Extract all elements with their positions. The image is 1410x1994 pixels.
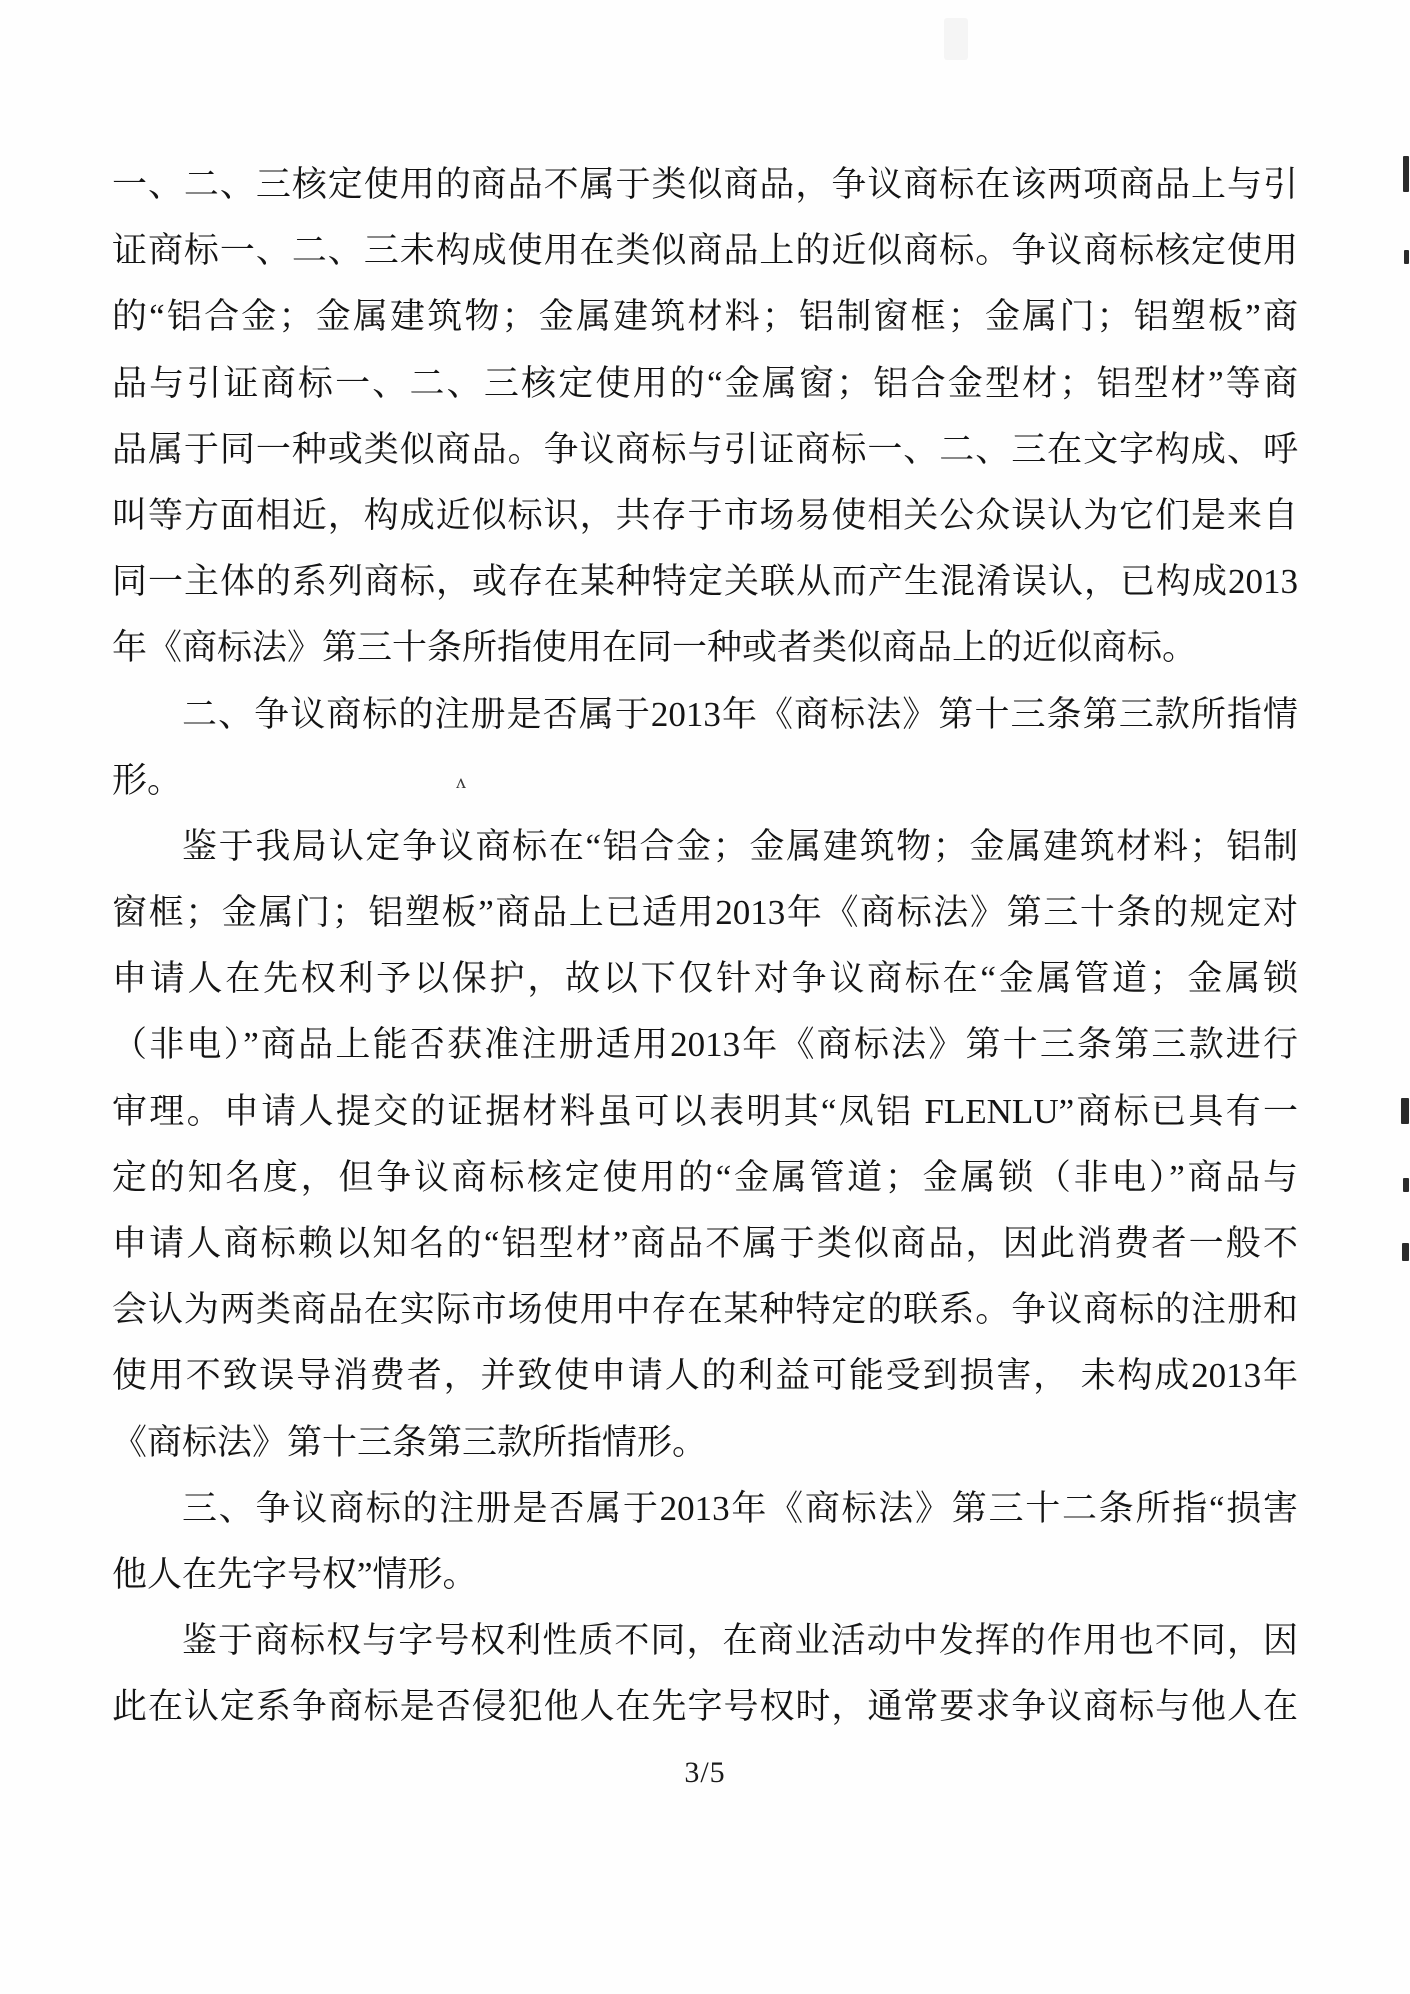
- text-line: 申请人商标赖以知名的“铝型材”商品不属于类似商品，因此消费者一般不: [112, 1224, 1298, 1263]
- text-line: 叫等方面相近，构成近似标识，共存于市场易使相关公众误认为它们是来自: [112, 495, 1298, 535]
- scan-artifact: [1403, 156, 1409, 192]
- text-line: 会认为两类商品在实际市场使用中存在某种特定的联系。争议商标的注册和: [112, 1290, 1298, 1330]
- text-line: 审理。申请人提交的证据材料虽可以表明其“凤铝 FLENLU”商标已具有一: [112, 1091, 1298, 1131]
- text-line: 一、二、三核定使用的商品不属于类似商品，争议商标在该两项商品上与引: [112, 165, 1298, 204]
- scan-artifact: [1404, 250, 1409, 264]
- text-line: 鉴于商标权与字号权利性质不同，在商业活动中发挥的作用也不同，因: [182, 1621, 1298, 1661]
- text-line: 的“铝合金；金属建筑物；金属建筑材料；铝制窗框；金属门；铝塑板”商: [112, 297, 1298, 337]
- scan-smudge: [944, 18, 968, 60]
- text-line: 同一主体的系列商标，或存在某种特定关联从而产生混淆误认，已构成2013: [112, 562, 1298, 602]
- scan-artifact: [1403, 1178, 1409, 1192]
- scan-artifact: [1402, 1243, 1409, 1261]
- text-line: 品与引证商标一、二、三核定使用的“金属窗；铝合金型材；铝型材”等商: [112, 363, 1298, 403]
- text-line: 三、争议商标的注册是否属于2013年《商标法》第三十二条所指“损害: [182, 1488, 1298, 1528]
- text-line: 《商标法》第十三条第三款所指情形。: [112, 1422, 708, 1462]
- text-line: 品属于同一种或类似商品。争议商标与引证商标一、二、三在文字构成、呼: [112, 429, 1298, 469]
- body-text: [112, 152, 1298, 1741]
- page-number: 3/5: [684, 1756, 726, 1789]
- text-line: 形。: [112, 760, 183, 800]
- scan-artifact: [1401, 1098, 1409, 1124]
- text-line: 申请人在先权利予以保护，故以下仅针对争议商标在“金属管道；金属锁: [112, 959, 1298, 999]
- stray-mark: ʌ: [456, 771, 466, 793]
- text-line: 鉴于我局认定争议商标在“铝合金；金属建筑物；金属建筑材料；铝制: [182, 826, 1298, 866]
- text-line: （非电）”商品上能否获准注册适用2013年《商标法》第十三条第三款进行: [112, 1025, 1298, 1065]
- text-line: 使用不致误导消费者，并致使申请人的利益可能受到损害， 未构成2013年: [112, 1356, 1298, 1396]
- text-line: 年《商标法》第三十条所指使用在同一种或者类似商品上的近似商标。: [112, 628, 1198, 668]
- text-line: 定的知名度，但争议商标核定使用的“金属管道；金属锁（非电）”商品与: [112, 1157, 1298, 1197]
- text-line: 证商标一、二、三未构成使用在类似商品上的近似商标。争议商标核定使用: [112, 231, 1298, 271]
- text-line: 二、争议商标的注册是否属于2013年《商标法》第十三条第三款所指情: [182, 694, 1298, 734]
- text-line: 窗框；金属门；铝塑板”商品上已适用2013年《商标法》第三十条的规定对: [112, 893, 1298, 933]
- text-line: 他人在先字号权”情形。: [112, 1554, 478, 1594]
- text-line: 此在认定系争商标是否侵犯他人在先字号权时，通常要求争议商标与他人在: [112, 1687, 1298, 1727]
